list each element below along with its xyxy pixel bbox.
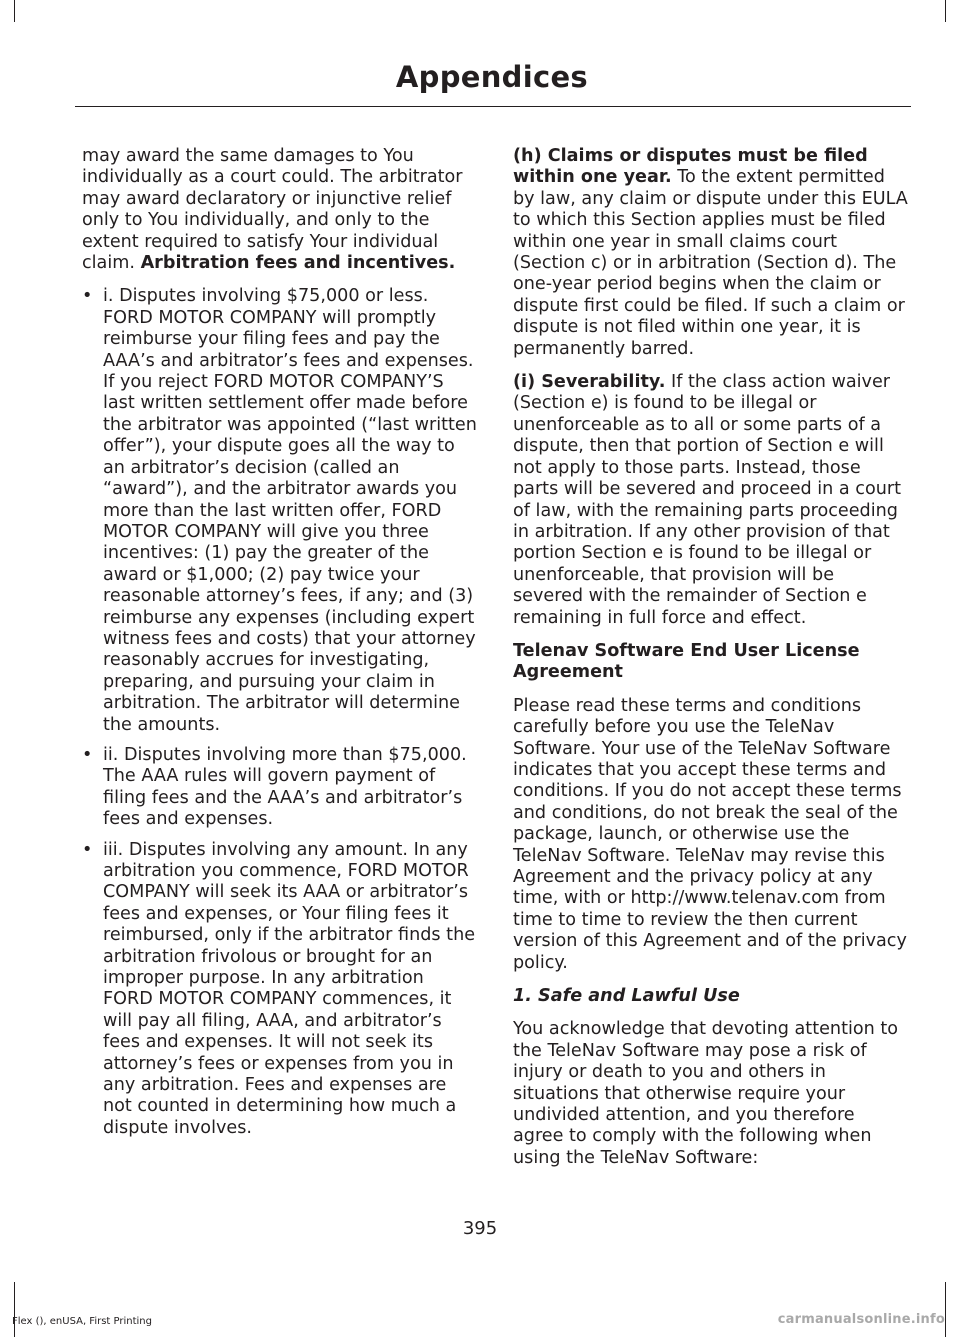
crop-mark-bottom-left [14,1282,15,1337]
crop-mark-bottom-right [945,1282,946,1337]
list-item-text: iii. Disputes involving any amount. In any arbitration you commence, FORD MOTOR COMPANY will seek its AAA or arbitrator’s fees and expenses, or Your filing fees it reimbursed, only if the arbitrator finds the arbitration frivolous or brought for an improper purpose. In any arbitration FORD MOTOR COMPANY commences, it will pay all filing, AAA, and arbitrator’s fees and expenses. It will not seek its attorney’s fees or expenses from you in any arbitration. Fees and expenses are not counted in determining how much a dispute involves. [103,839,476,1138]
section-i-paragraph [513,372,908,629]
right-column [513,146,908,1181]
page-title: Appendices [395,60,588,94]
left-column [82,146,477,1148]
telenav-heading: Telenav Software End User License Agreement [513,640,860,683]
intro-bold-heading: Arbitration fees and incentives. [140,253,456,274]
crop-mark-top-right [945,0,946,22]
fee-list [82,286,477,1139]
watermark: carmanualsonline.info [777,1312,945,1327]
page-number: 395 [462,1218,498,1239]
list-item [82,286,477,736]
bullet-icon: • [82,286,93,307]
header-divider [75,106,911,107]
section-i-title: (i) Severability. [513,372,666,393]
list-item-text: i. Disputes involving $75,000 or less. FORD MOTOR COMPANY will promptly reimburse your filing fees and pay the AAA’s and arbitrator’s fees and expenses. If you reject FORD MOTOR COMPANY’S last written settlement offer made before the arbitrator was appointed (“last written offer”), your dispute goes all the way to an arbitrator’s decision (called an “award”), and the arbitrator awards you more than the last written offer, FORD MOTOR COMPANY will give you three incentives: (1) pay the greater of the award or $1,000; (2) pay twice your reasonable attorney’s fees, if any; and (3) reimburse any expenses (including expert witness fees and costs) that your attorney reasonably accrues for investigating, preparing, and pursuing your claim in arbitration. The arbitrator will determine the amounts. [103,286,477,735]
list-item [82,840,477,1140]
crop-mark-top-left [14,0,15,22]
section-i-text: If the class action waiver (Section e) is found to be illegal or unenforceable as to all or some parts of a dispute, then that portion of Section e will not apply to those parts. Instead, those parts will be severed and proceed in a court of law, with the remaining parts proceeding in arbitration. If any other provision of that portion Section e is found to be illegal or unenforceable, that provision will be severed with the remainder of Section e remaining in full force and effect. [513,372,902,628]
footer-printing-info: Flex (), enUSA, First Printing [12,1316,152,1327]
bullet-icon: • [82,839,93,860]
intro-paragraph [82,146,477,274]
telenav-paragraph: Please read these terms and conditions carefully before you use the TeleNav Software. Your use of the TeleNav Software indicates that you accept these terms and conditions. If you do not accept these terms and conditions, do not break the seal of the package, launch, or otherwise use the TeleNav Software. TeleNav may revise this Agreement and the privacy policy at any time, with or http://www.telenav.com from time to time to review the then current version of this Agreement and of the privacy policy. [513,695,907,973]
list-item-text: ii. Disputes involving more than $75,000. The AAA rules will govern payment of filing fees and the AAA’s and arbitrator’s fees and expenses. [103,744,467,830]
list-item [82,745,477,831]
section-h-title: (h) Claims or disputes must be filed within one year. [513,146,868,188]
section-h-text: To the extent permitted by law, any claim or dispute under this EULA to which this Section applies must be filed within one year in small claims court (Section c) or in arbitration (Section d). The one-year period begins when the claim or dispute first could be filed. If such a claim or dispute is not filed within one year, it is permanently barred. [513,167,908,359]
section-h-paragraph [513,146,908,360]
intro-text: may award the same damages to You individually as a court could. The arbitrator may award declaratory or injunctive relief only to You individually, and only to the extent required to satisfy Your individual claim. [82,146,463,274]
safe-use-paragraph: You acknowledge that devoting attention to the TeleNav Software may pose a risk of injury or death to you and others in situations that otherwise require your undivided attention, and you therefore agree to comply with the following when using the TeleNav Software: [513,1019,899,1168]
safe-use-heading: 1. Safe and Lawful Use [513,986,740,1007]
bullet-icon: • [82,744,93,765]
